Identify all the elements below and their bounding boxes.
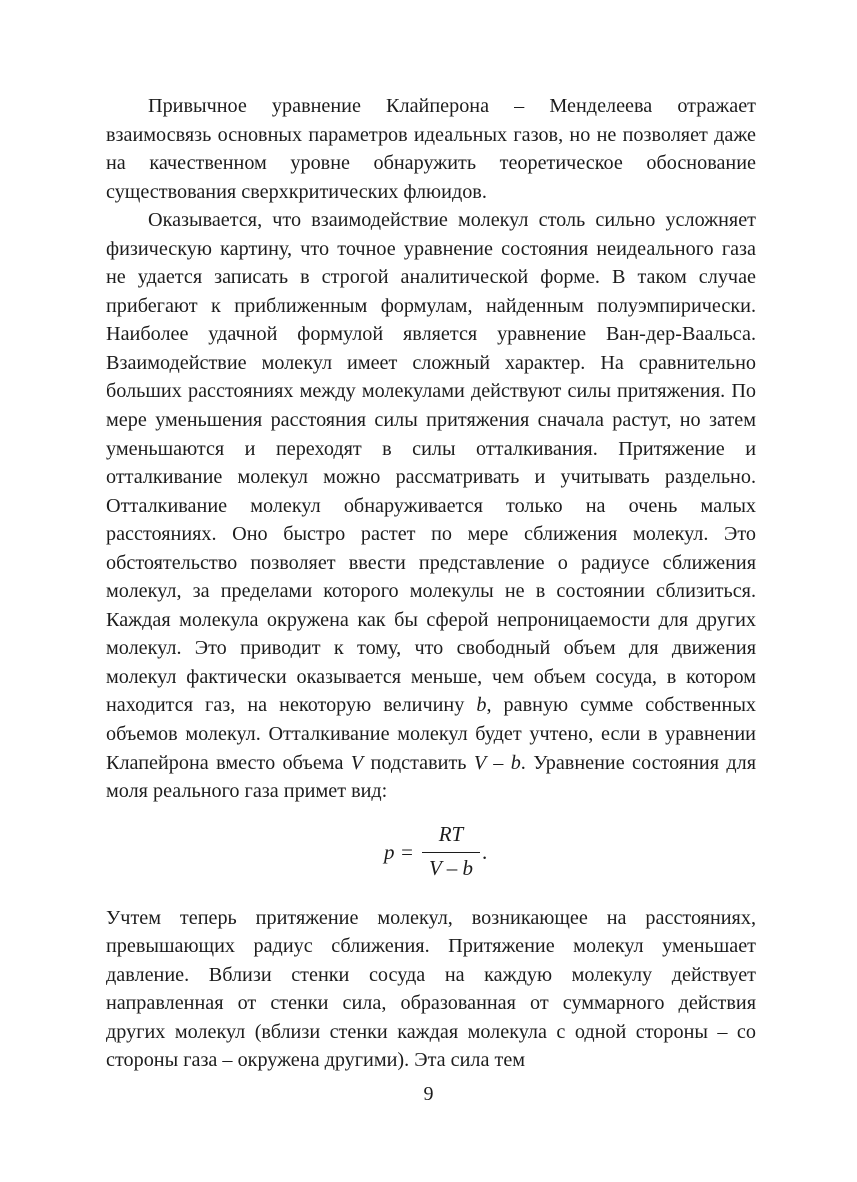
document-page: [106, 92, 756, 1152]
paragraph-text-part: . Уравнение состояния для моля реального газа примет вид:: [106, 751, 757, 803]
variable-b: b: [476, 694, 487, 717]
paragraph-text-part: подставить: [370, 751, 467, 774]
van-der-waals-formula: [106, 814, 756, 898]
formula-period: .: [482, 839, 488, 864]
paragraph-attraction: Учтем теперь притяжение молекул, возникающее на расстояниях, превышающих радиус сближения. Притяжение молекул уменьшает давление. Вблизи стенки сосуда на каждую молекулу действует направленная от стенки сила, образованная от суммарного действия других молекул (вблизи стенки каждая молекула с одной стороны – со стороны газа – окружена другими). Эта сила тем: [106, 906, 756, 1072]
fraction-bar: [422, 852, 480, 853]
formula-fraction: [422, 820, 480, 886]
formula-lhs: p =: [384, 839, 414, 864]
paragraph-molecular-interaction: [106, 206, 756, 805]
paragraph-clapeyron-intro: Привычное уравнение Клайперона – Менделеева отражает взаимосвязь основных параметров идеальных газов, но не позволяет даже на качественном уровне обнаружить теоретическое обоснование существования сверхкритических флюидов.: [106, 95, 756, 203]
page-number: 9: [423, 1083, 434, 1105]
paragraph-text-part: , равную сумме собственных объемов молекул. Отталкивание молекул будет учтено, если в уравнении Клапейрона вместо объема: [106, 694, 756, 774]
paragraph-text-part: Оказывается, что взаимодействие молекул столь сильно усложняет физическую картину, что точное уравнение состояния неидеального газа не удается записать в строгой аналитической форме. В таком случае прибегают к приближенным формулам, найденным полуэмпирически. Наиболее удачной формулой является уравнение Ван-дер-Ваальса. Взаимодействие молекул имеет сложный характер. На сравнительно больших расстояниях между молекулами действуют силы притяжения. По мере уменьшения расстояния силы притяжения сначала растут, но затем уменьшаются и переходят в силы отталкивания. Притяжение и отталкивание молекул можно рассматривать и учитывать раздельно. Отталкивание молекул обнаруживается только на очень малых расстояниях. Оно быстро растет по мере сближения молекул. Это обстоятельство позволяет ввести представление о радиусе сближения молекул, за пределами которого молекулы не в состоянии сблизиться. Каждая молекула окружена как бы сферой непроницаемости для других молекул. Это приводит к тому, что свободный объем для движения молекул фактически оказывается меньше, чем объем сосуда, в котором находится газ, на некоторую величину: [106, 209, 756, 717]
variable-v: V: [350, 751, 364, 774]
formula-denominator: V – b: [429, 855, 473, 880]
expression-v-minus-b: V – b: [473, 751, 521, 774]
formula-numerator: RT: [438, 821, 464, 846]
